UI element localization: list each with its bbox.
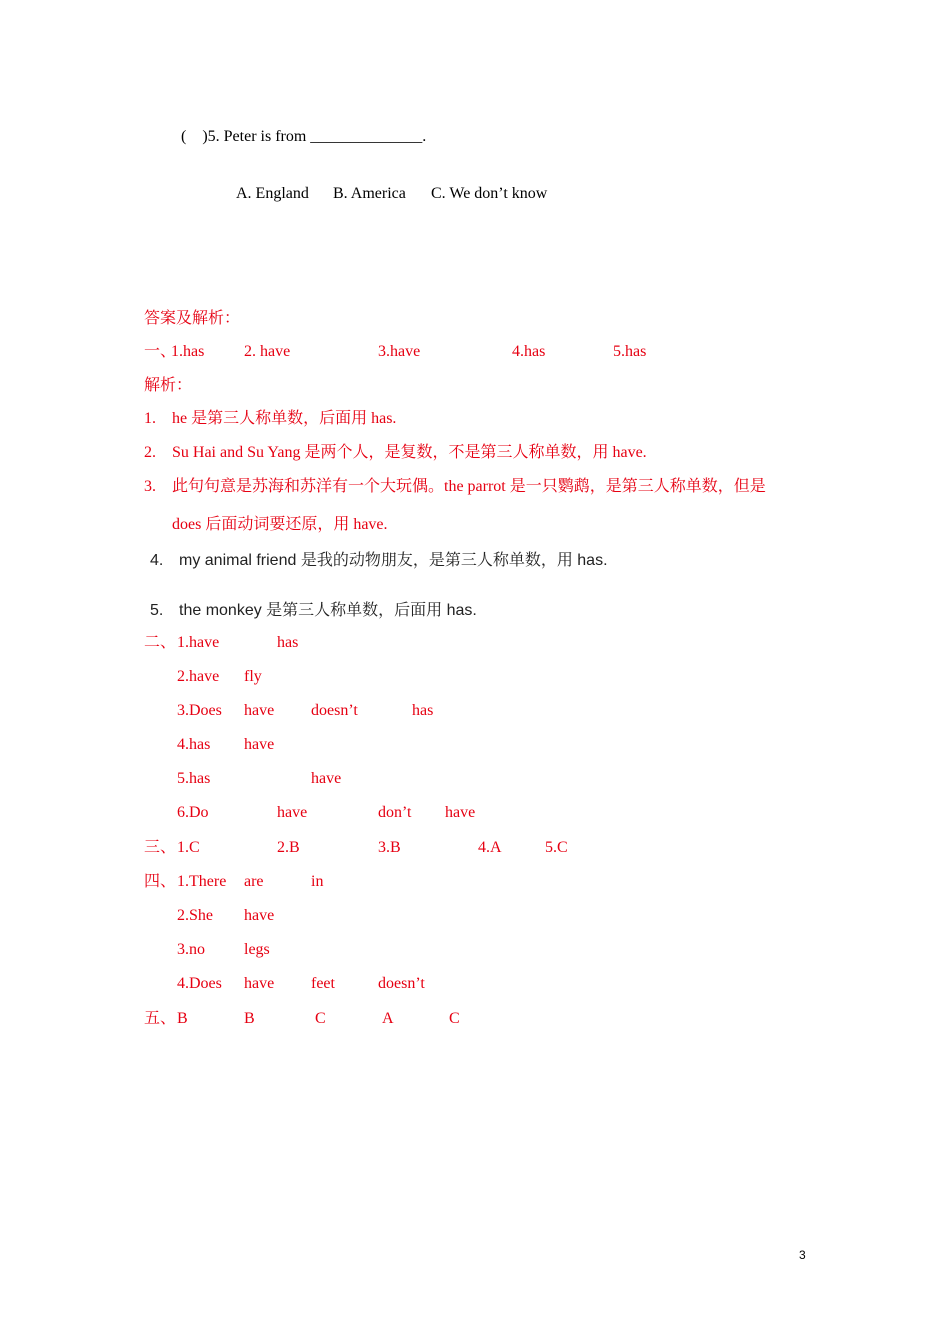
section-1-item: 4.has: [512, 343, 546, 360]
section-4-item: feet: [311, 975, 335, 992]
analysis-text: Su Hai and Su Yang 是两个人，是复数，不是第三人称单数，用 have.: [172, 444, 647, 461]
analysis-heading: 解析：: [144, 377, 193, 394]
section-2-item: have: [445, 804, 476, 821]
section-4-item: 4.Does: [177, 975, 222, 992]
analysis-text: he 是第三人称单数，后面用 has.: [172, 410, 397, 427]
option-a: A. England: [236, 185, 309, 202]
section-2-item: have: [311, 770, 342, 787]
section-1-item: 3.have: [378, 343, 421, 360]
page-number: 3: [799, 1248, 806, 1262]
section-2-item: doesn’t: [311, 702, 358, 719]
section-5-item: A: [382, 1010, 394, 1027]
section-3-item: 5.C: [545, 839, 568, 856]
section-2-item: have: [277, 804, 308, 821]
analysis-continuation: does 后面动词要还原，用 have.: [172, 516, 388, 533]
section-5-item: B: [177, 1010, 188, 1027]
section-4-item: legs: [244, 941, 270, 958]
section-2-item: fly: [244, 668, 262, 685]
analysis-number: 3.: [144, 478, 156, 495]
section-4-item: have: [244, 975, 275, 992]
section-2-item: 5.has: [177, 770, 211, 787]
section-2-item: 1.have: [177, 634, 220, 651]
section-4-item: 1.There: [177, 873, 227, 890]
analysis-text: my animal friend 是我的动物朋友，是第三人称单数，用 has.: [179, 552, 608, 569]
section-4-item: doesn’t: [378, 975, 425, 992]
section-4-item: have: [244, 907, 275, 924]
section-5-item: B: [244, 1010, 255, 1027]
section-2-item: has: [277, 634, 299, 651]
section-4-label: 四、: [144, 873, 177, 890]
section-5-item: C: [315, 1010, 326, 1027]
option-b: B. America: [333, 185, 406, 202]
section-2-item: have: [244, 736, 275, 753]
section-5-label: 五、: [144, 1010, 177, 1027]
question-5-stem: ( )5. Peter is from ______________.: [181, 128, 427, 145]
section-1-label: 一、: [144, 343, 177, 360]
section-1-item: 2. have: [244, 343, 291, 360]
section-3-item: 1.C: [177, 839, 200, 856]
section-1-item: 5.has: [613, 343, 647, 360]
scan-smudge: [600, 604, 642, 618]
analysis-text: 此句句意是苏海和苏洋有一个大玩偶。the parrot 是一只鹦鹉，是第三人称单数，但是: [172, 478, 766, 495]
section-2-item: 2.have: [177, 668, 220, 685]
analysis-number: 5.: [150, 602, 164, 619]
section-1-item: 1.has: [171, 343, 205, 360]
section-4-item: 2.She: [177, 907, 213, 924]
analysis-number: 1.: [144, 410, 156, 427]
section-5-item: C: [449, 1010, 460, 1027]
section-2-item: 3.Does: [177, 702, 222, 719]
section-3-item: 2.B: [277, 839, 300, 856]
section-4-item: are: [244, 873, 264, 890]
analysis-number: 2.: [144, 444, 156, 461]
analysis-number: 4.: [150, 552, 164, 569]
section-2-item: have: [244, 702, 275, 719]
section-4-item: in: [311, 873, 324, 890]
section-3-item: 3.B: [378, 839, 401, 856]
section-2-item: 4.has: [177, 736, 211, 753]
section-2-item: don’t: [378, 804, 412, 821]
option-c: C. We don’t know: [431, 185, 548, 202]
answers-heading: 答案及解析：: [144, 310, 241, 327]
section-3-label: 三、: [144, 839, 177, 856]
section-4-item: 3.no: [177, 941, 205, 958]
section-2-item: has: [412, 702, 434, 719]
analysis-text: the monkey 是第三人称单数，后面用 has.: [179, 602, 477, 619]
section-3-item: 4.A: [478, 839, 502, 856]
section-2-label: 二、: [144, 634, 177, 651]
section-2-item: 6.Do: [177, 804, 209, 821]
